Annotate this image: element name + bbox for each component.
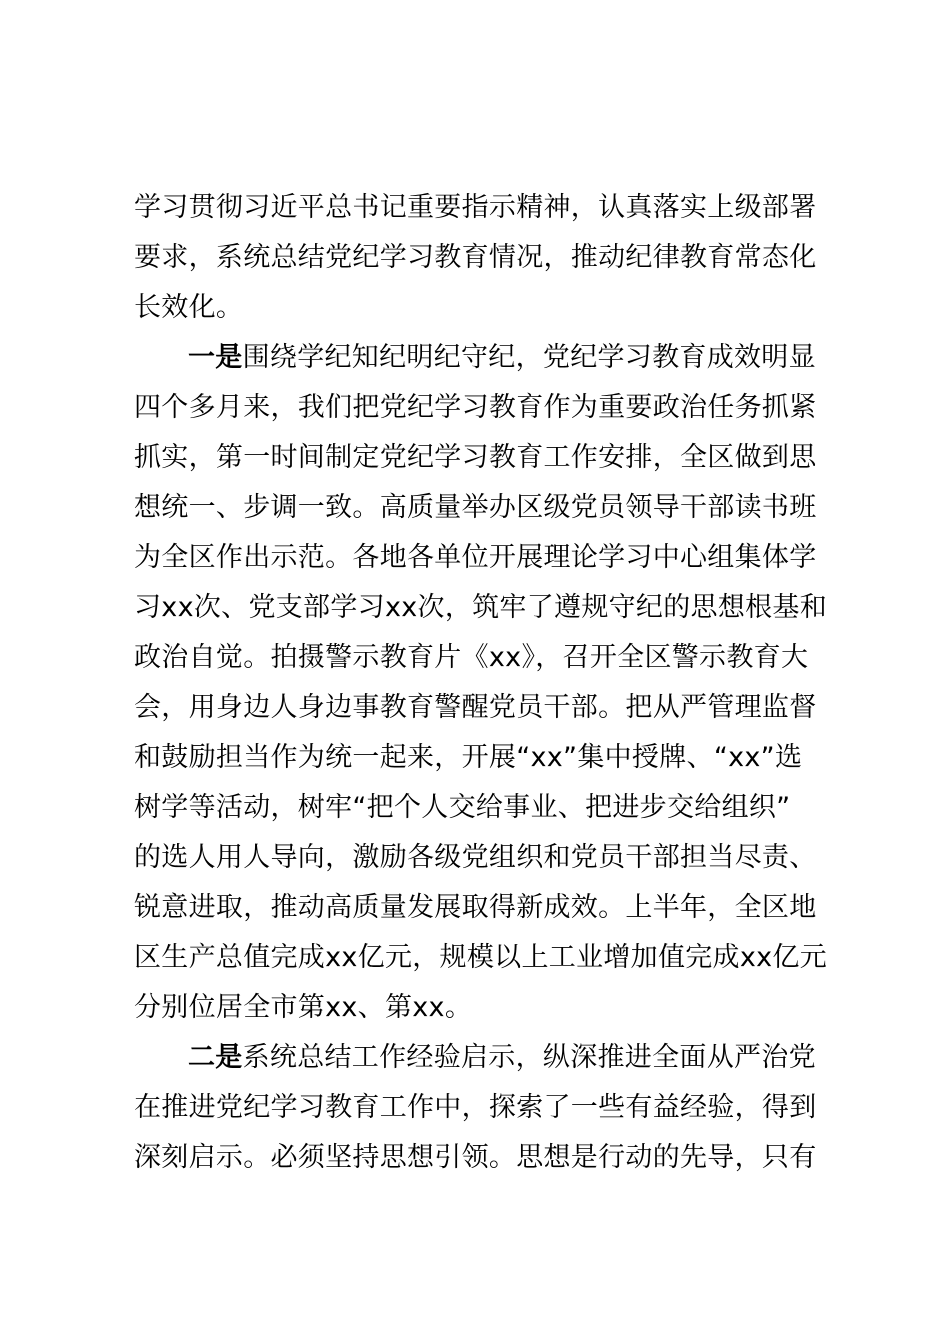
intro-line: 要求，系统总结党纪学习教育情况，推动纪律教育常态化 (134, 242, 817, 273)
section-1-line: 习xx次、党支部学习xx次，筑牢了遵规守纪的思想根基和 (134, 592, 828, 623)
section-1-heading-text: 围绕学纪知纪明纪守纪，党纪学习教育成效明显 (242, 342, 816, 373)
section-1-line: 四个多月来，我们把党纪学习教育作为重要政治任务抓紧 (134, 392, 817, 423)
section-1-line: 抓实，第一时间制定党纪学习教育工作安排，全区做到思 (134, 442, 817, 473)
section-1-line: 为全区作出示范。各地各单位开展理论学习中心组集体学 (134, 542, 817, 573)
section-1-line: 的选人用人导向，激励各级党组织和党员干部担当尽责、 (134, 842, 817, 873)
section-1-line: 锐意进取，推动高质量发展取得新成效。上半年，全区地 (134, 892, 817, 923)
section-1-line: 区生产总值完成xx亿元，规模以上工业增加值完成xx亿元 (134, 942, 828, 973)
section-2-line: 在推进党纪学习教育工作中，探索了一些有益经验，得到 (134, 1092, 817, 1123)
intro-line: 长效化。 (134, 292, 244, 323)
section-1-line: 想统一、步调一致。高质量举办区级党员领导干部读书班 (134, 492, 817, 523)
section-1-line: 和鼓励担当作为统一起来，开展“xx”集中授牌、“xx”选 (134, 742, 803, 773)
section-1-line: 树学等活动，树牢“把个人交给事业、把进步交给组织” (134, 792, 791, 823)
section-1-line: 分别位居全市第xx、第xx。 (134, 992, 473, 1023)
section-2-lead: 二是 (188, 1042, 243, 1073)
section-2-heading (134, 1033, 854, 1083)
section-1-line: 政治自觉。拍摄警示教育片《xx》，召开全区警示教育大 (134, 642, 809, 673)
section-2-heading-text: 系统总结工作经验启示，纵深推进全面从严治党 (242, 1042, 816, 1073)
document-body (134, 183, 854, 1183)
section-1-line: 会，用身边人身边事教育警醒党员干部。把从严管理监督 (134, 692, 817, 723)
intro-line: 学习贯彻习近平总书记重要指示精神，认真落实上级部署 (134, 192, 817, 223)
section-2-line: 深刻启示。必须坚持思想引领。思想是行动的先导，只有 (134, 1142, 817, 1173)
section-1-lead: 一是 (188, 342, 243, 373)
section-1-heading (134, 333, 854, 383)
